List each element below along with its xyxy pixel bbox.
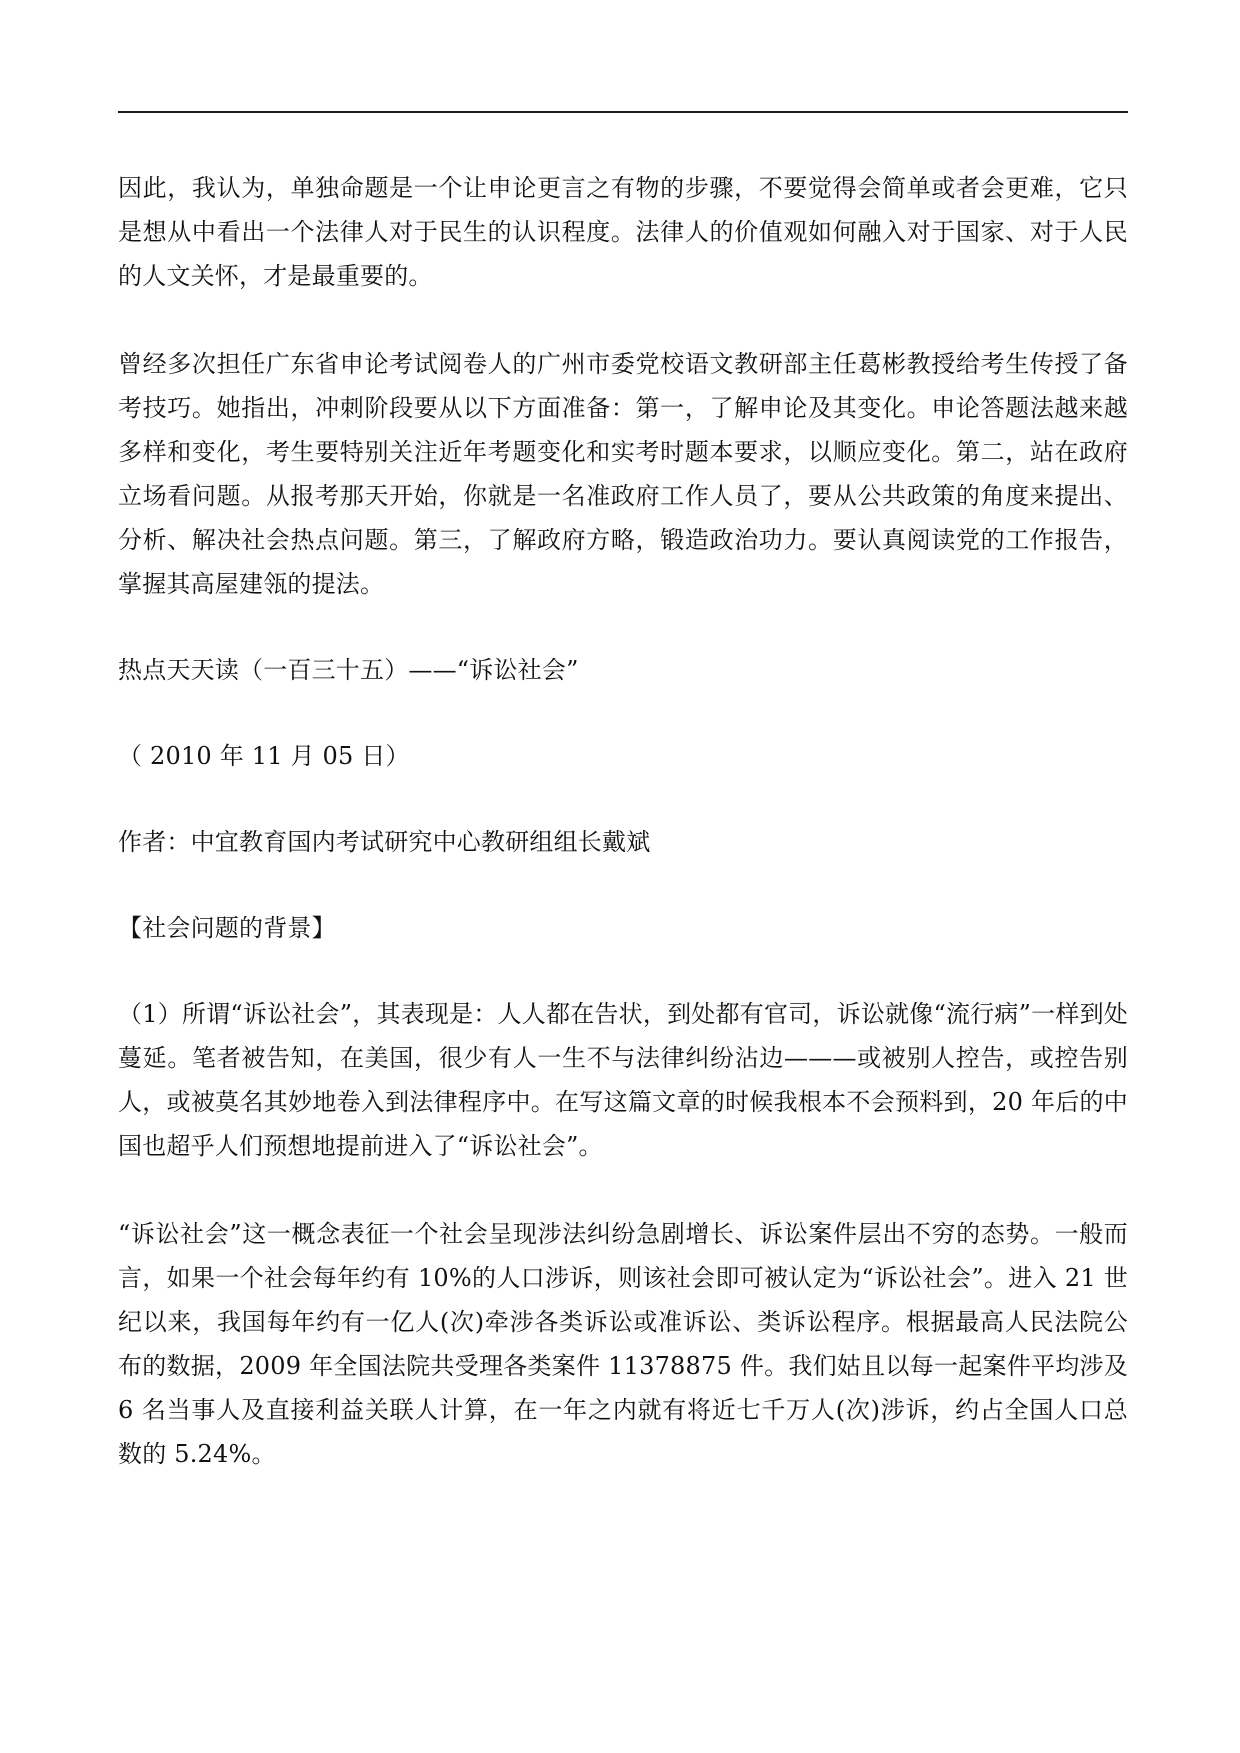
paragraph-conclusion: 因此，我认为，单独命题是一个让申论更言之有物的步骤，不要觉得会简单或者会更难，它只是想从中看出一个法律人对于民生的认识程度。法律人的价值观如何融入对于国家、对于人民的人文关怀，才是最重要的。 xyxy=(118,174,1128,290)
header-rule xyxy=(118,111,1128,113)
article-author: 作者：中宜教育国内考试研究中心教研组组长戴斌 xyxy=(118,828,651,856)
paragraph-litigation-society-statistics: “诉讼社会”这一概念表征一个社会呈现涉法纠纷急剧增长、诉讼案件层出不穷的态势。一般而言，如果一个社会每年约有 10%的人口涉诉，则该社会即可被认定为“诉讼社会”。进入 21 世纪以来，我国每年约有一亿人(次)牵涉各类诉讼或准诉讼、类诉讼程序。根据最高人民法院公布的数据，2009 年全国法院共受理各类案件 11378875 件。我们姑且以每一起案件平均涉及 6 名当事人及直接利益关联人计算，在一年之内就有将近七千万人(次)涉诉，约占全国人口总数的 5.24%。 xyxy=(118,1220,1128,1468)
article-title: 热点天天读（一百三十五）——“诉讼社会” xyxy=(118,656,579,684)
paragraph-exam-tips: 曾经多次担任广东省申论考试阅卷人的广州市委党校语文教研部主任葛彬教授给考生传授了备考技巧。她指出，冲刺阶段要从以下方面准备：第一，了解申论及其变化。申论答题法越来越多样和变化，考生要特别关注近年考题变化和实考时题本要求，以顺应变化。第二，站在政府立场看问题。从报考那天开始，你就是一名准政府工作人员了，要从公共政策的角度来提出、分析、解决社会热点问题。第三，了解政府方略，锻造政治功力。要认真阅读党的工作报告，掌握其高屋建瓴的提法。 xyxy=(118,350,1128,598)
article-date: （ 2010 年 11 月 05 日） xyxy=(118,742,410,770)
section-heading-background: 【社会问题的背景】 xyxy=(118,914,336,942)
document-body xyxy=(118,166,1128,1476)
paragraph-litigation-society-definition: （1）所谓“诉讼社会”，其表现是：人人都在告状，到处都有官司，诉讼就像“流行病”一样到处蔓延。笔者被告知，在美国，很少有人一生不与法律纠纷沾边———或被别人控告，或控告别人，或被莫名其妙地卷入到法律程序中。在写这篇文章的时候我根本不会预料到，20 年后的中国也超乎人们预想地提前进入了“诉讼社会”。 xyxy=(118,1000,1128,1160)
